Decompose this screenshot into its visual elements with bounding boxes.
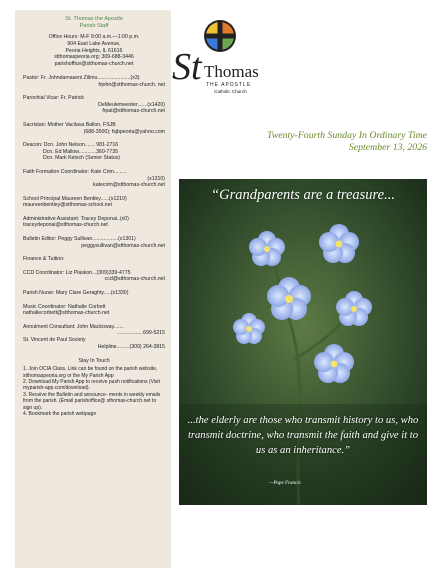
- sacristan-line-1: Sacristan: Mother Vacilava Ballon, FSJB: [23, 121, 116, 128]
- stay-in-touch-list: [23, 366, 165, 417]
- quote-bottom: ...the elderly are those who transmit history to us, who transmit doctrine, who transmit the faith and give it to us as an inheritance.”: [187, 415, 419, 456]
- bulletin-email[interactable]: peggysullivan@stthomas-church.net: [81, 242, 165, 249]
- deacon-entry: [23, 142, 165, 162]
- office-email[interactable]: parishoffice@stthomas-church.net: [54, 61, 134, 68]
- svdp-line-2: Helpline.........(309) 264-3815: [97, 343, 165, 350]
- music-email[interactable]: nathaliecorbett@stthomas-church.net: [23, 310, 110, 317]
- vicar-line-1: Parochial Vicar: Fr. Patrick: [23, 95, 85, 102]
- logo-st: St: [172, 46, 202, 88]
- pastor-line: Pastor: Fr. Johndamaseni Zilimu.......................(x3): [23, 74, 140, 81]
- admin-email[interactable]: traceydeponai@stthomas-church.net: [23, 222, 108, 229]
- admin-entry: [23, 216, 165, 229]
- logo-catholic-church: Catholic Church: [214, 89, 247, 94]
- vicar-email[interactable]: frpat@stthomas-church.net: [102, 108, 165, 115]
- quote-top: “Grandparents are a treasure...: [211, 187, 395, 203]
- parish-name: St. Thomas the Apostle: [65, 16, 123, 22]
- ccd-email[interactable]: ccd@stthomas-church.net: [104, 276, 165, 283]
- pastor-entry: [23, 75, 165, 88]
- logo-the-apostle: THE APOSTLE: [206, 82, 252, 88]
- sunday-title: Twenty-Fourth Sunday In Ordinary Time: [266, 130, 427, 141]
- principal-entry: [23, 196, 165, 209]
- forget-me-not-photo: [179, 179, 427, 505]
- faith-email[interactable]: katecrim@stthomas-church.net: [93, 182, 165, 189]
- faith-formation-entry: [23, 169, 165, 189]
- ccd-entry: [23, 270, 165, 283]
- sunday-date: September 13, 2026: [348, 142, 427, 153]
- principal-line: School Principal Maureen Bentley......(x1210): [23, 195, 127, 202]
- liturgical-heading: [267, 130, 427, 154]
- office-contact[interactable]: stthomaspeoria.org; 309-688-3446: [54, 54, 134, 61]
- annulment-line-1: Annulment Consultant: John Mackoway.......: [23, 323, 124, 330]
- stay-item-2: 2. Download My Parish App to receive push notifications (Visit myparish-app.com/download).: [23, 379, 160, 392]
- music-line: Music Coordinator: Nathalie Corbett: [23, 303, 106, 310]
- music-entry: [23, 304, 165, 317]
- annulment-entry: [23, 324, 165, 350]
- admin-line: Administrative Assistant: Tracey Deponai..(x0): [23, 215, 129, 222]
- logo-thomas: Thomas: [204, 62, 259, 81]
- stay-item-4: 4. Bookmark the parish webpage: [23, 411, 97, 418]
- faith-line-2: (x1310): [147, 175, 165, 182]
- address-line-1: 904 East Lake Avenue,: [67, 40, 121, 47]
- nurse-entry: Parish Nurse: Mary Clare Geraghty.....(x1330): [23, 290, 129, 297]
- deacon-line-2: Dcn. Ed Mallow............360-7735: [43, 148, 118, 155]
- vicar-line-2: DeMeulemeester.......(x1420): [98, 101, 165, 108]
- quote-attribution: —Pope Francis: [269, 481, 301, 486]
- bulletin-line: Bulletin Editor: Peggy Sullivan..................(x1301): [23, 236, 136, 243]
- pastor-email[interactable]: frjohn@stthomas-church. net: [98, 81, 165, 88]
- parish-logo: [172, 18, 282, 98]
- staff-sidebar: [15, 10, 171, 568]
- sacristan-entry: [23, 122, 165, 135]
- parish-staff-heading: Parish Staff: [79, 23, 109, 29]
- faith-line-1: Faith Formation Coordinator: Kate Crim.........: [23, 168, 127, 175]
- office-info: [23, 34, 165, 68]
- stay-item-3: 3. Receive the Bulletin and announce- ments in weekly emails from the parish. (Email parishoffice@ sthomas-church.net to sign up).: [23, 391, 161, 411]
- stay-in-touch-heading: Stay In Touch: [78, 358, 110, 365]
- vicar-entry: [23, 95, 165, 115]
- bulletin-entry: [23, 236, 165, 249]
- ccd-line: CCD Coordinator: Liz Plaskon...(309)339-4775: [23, 269, 131, 276]
- principal-email[interactable]: maureenbentley@stthomas-school.net: [23, 202, 112, 209]
- finance-entry: Finance & Tuition:: [23, 256, 65, 263]
- stay-item-1: 1. Join OCIA Class. Link can be found on the parish website, stthomaspeoria.org or the My Parish App: [23, 366, 158, 379]
- office-hours: Office Hours: M-F 9:00 a.m.—1:00 p.m.: [48, 34, 140, 40]
- deacon-line-3: Dcn. Mark Ketsch (Senior Status): [43, 155, 120, 162]
- address-line-2: Peoria Heights, IL 61616: [65, 47, 123, 54]
- svdp-line-1: St. Vincent de Paul Society: [23, 337, 86, 344]
- sacristan-line-2: (688-3500); fsjbpeoria@yahoo.com: [83, 128, 165, 135]
- annulment-line-2: ..................699-5215: [117, 330, 165, 337]
- deacon-line-1: Deacon: Dcn. John Nelson....... 981-2716: [23, 142, 119, 149]
